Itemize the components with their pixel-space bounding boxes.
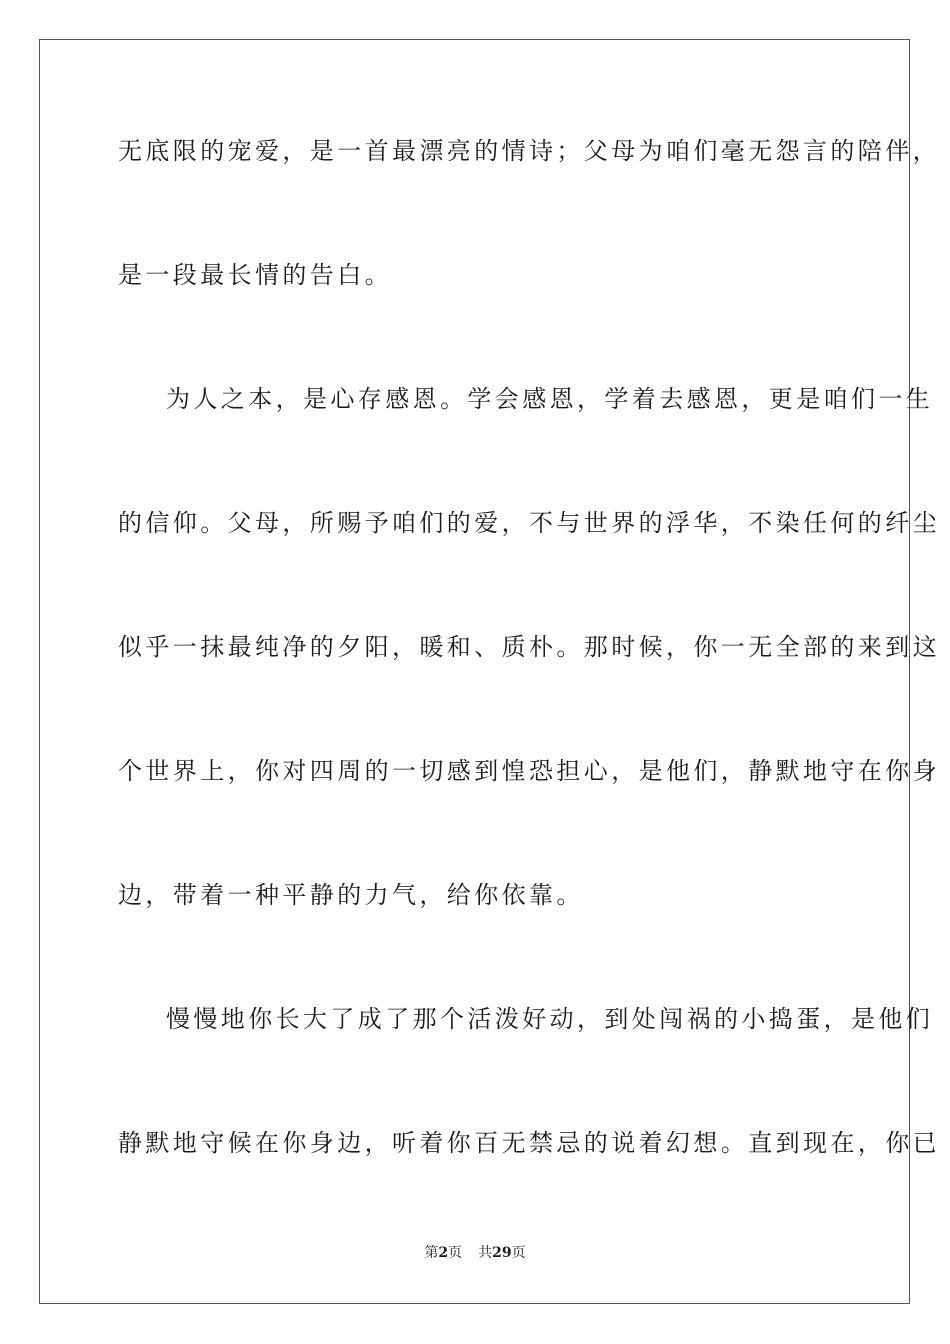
page-number: 2 (438, 1245, 449, 1261)
paragraph-start-line: 为人之本，是心存感恩。学会感恩，学着去感恩，更是咱们一生 (166, 385, 934, 413)
text-line: 个世界上，你对四周的一切感到惶恐担心，是他们，静默地守在你身 (118, 757, 940, 785)
text-line: 静默地守候在你身边，听着你百无禁忌的说着幻想。直到现在，你已 (118, 1129, 940, 1157)
total-pages: 29 (492, 1245, 512, 1261)
text-line: 边，带着一种平静的力气，给你依靠。 (118, 881, 584, 909)
text-line: 似乎一抹最纯净的夕阳，暖和、质朴。那时候，你一无全部的来到这 (118, 633, 940, 661)
page-suffix: 页 (448, 1245, 463, 1261)
paragraph-start-line: 慢慢地你长大了成了那个活泼好动，到处闯祸的小捣蛋，是他们 (166, 1005, 934, 1033)
total-prefix: 共 (478, 1245, 493, 1261)
page-frame (39, 39, 940, 1304)
page-prefix: 第 (424, 1245, 439, 1261)
total-suffix: 页 (511, 1245, 526, 1261)
text-line: 的信仰。父母，所赐予咱们的爱，不与世界的浮华，不染任何的纤尘 (118, 509, 940, 537)
page-footer (0, 1244, 950, 1262)
text-line: 无底限的宠爱，是一首最漂亮的情诗；父母为咱们毫无怨言的陪伴， (118, 137, 940, 165)
text-line: 是一段最长情的告白。 (118, 261, 392, 289)
